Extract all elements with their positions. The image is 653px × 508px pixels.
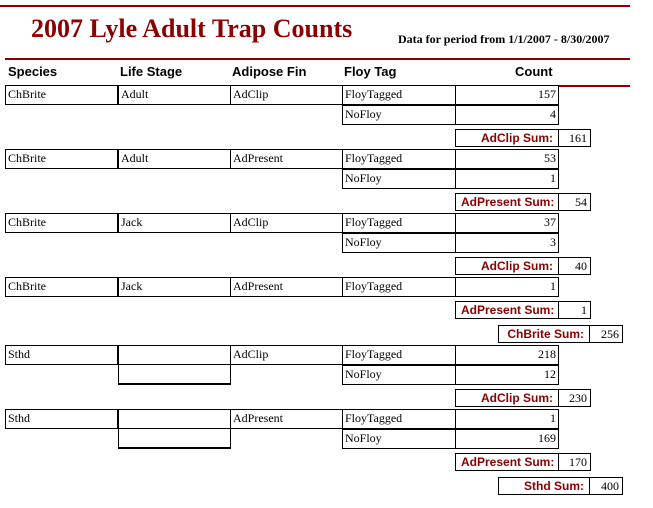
report-period: Data for period from 1/1/2007 - 8/30/2007 [398, 32, 610, 46]
group-sum-value: 170 [558, 453, 591, 471]
floy-tag-cell: FloyTagged [342, 277, 456, 297]
species-sum-value: 400 [589, 477, 623, 495]
header-count: Count [515, 64, 553, 79]
title-rule [5, 58, 630, 60]
count-cell: 53 [455, 149, 559, 169]
life-stage-cell: Adult [118, 149, 231, 169]
species-cell: ChBrite [5, 149, 118, 169]
group-sum-label: AdPresent Sum: [455, 301, 559, 319]
count-cell: 3 [455, 233, 559, 253]
header-adipose-fin: Adipose Fin [232, 64, 307, 79]
group-sum-value: 1 [558, 301, 591, 319]
adipose-fin-cell: AdClip [230, 345, 343, 365]
header-species: Species [8, 64, 58, 79]
count-cell: 1 [455, 169, 559, 189]
adipose-fin-cell: AdPresent [230, 149, 343, 169]
count-cell: 37 [455, 213, 559, 233]
group-sum-label: AdPresent Sum: [455, 453, 559, 471]
floy-tag-cell: NoFloy [342, 233, 456, 253]
species-cell: Sthd [5, 409, 118, 429]
adipose-fin-cell: AdClip [230, 213, 343, 233]
header-life-stage: Life Stage [120, 64, 183, 79]
species-sum-value: 256 [589, 325, 623, 343]
top-rule [0, 5, 630, 7]
count-cell: 1 [455, 277, 559, 297]
count-cell: 4 [455, 105, 559, 125]
count-cell: 1 [455, 409, 559, 429]
adipose-fin-cell: AdPresent [230, 409, 343, 429]
life-stage-cell: Adult [118, 85, 231, 105]
species-cell: ChBrite [5, 277, 118, 297]
floy-tag-cell: FloyTagged [342, 213, 456, 233]
count-cell: 157 [455, 85, 559, 105]
adipose-fin-cell: AdPresent [230, 277, 343, 297]
group-sum-value: 40 [558, 257, 591, 275]
header-floy-tag: Floy Tag [344, 64, 397, 79]
group-sum-value: 54 [558, 193, 591, 211]
floy-tag-cell: NoFloy [342, 105, 456, 125]
floy-tag-cell: NoFloy [342, 429, 456, 449]
life-stage-cell: Jack [118, 277, 231, 297]
floy-tag-cell: FloyTagged [342, 409, 456, 429]
report-title: 2007 Lyle Adult Trap Counts [31, 14, 353, 43]
floy-tag-cell: FloyTagged [342, 85, 456, 105]
count-cell: 169 [455, 429, 559, 449]
group-sum-label: AdClip Sum: [455, 129, 559, 147]
floy-tag-cell: FloyTagged [342, 149, 456, 169]
group-sum-label: AdPresent Sum: [455, 193, 559, 211]
life-stage-cell-blank [118, 428, 231, 448]
group-sum-value: 161 [558, 129, 591, 147]
floy-tag-cell: NoFloy [342, 365, 456, 385]
life-stage-cell: Jack [118, 213, 231, 233]
species-cell: ChBrite [5, 213, 118, 233]
species-sum-label: ChBrite Sum: [498, 325, 590, 343]
adipose-fin-cell: AdClip [230, 85, 343, 105]
group-sum-label: AdClip Sum: [455, 257, 559, 275]
floy-tag-cell: NoFloy [342, 169, 456, 189]
species-cell: ChBrite [5, 85, 118, 105]
group-sum-label: AdClip Sum: [455, 389, 559, 407]
species-sum-label: Sthd Sum: [498, 477, 590, 495]
count-cell: 12 [455, 365, 559, 385]
count-cell: 218 [455, 345, 559, 365]
life-stage-cell-blank [118, 364, 231, 384]
group-sum-value: 230 [558, 389, 591, 407]
floy-tag-cell: FloyTagged [342, 345, 456, 365]
species-cell: Sthd [5, 345, 118, 365]
